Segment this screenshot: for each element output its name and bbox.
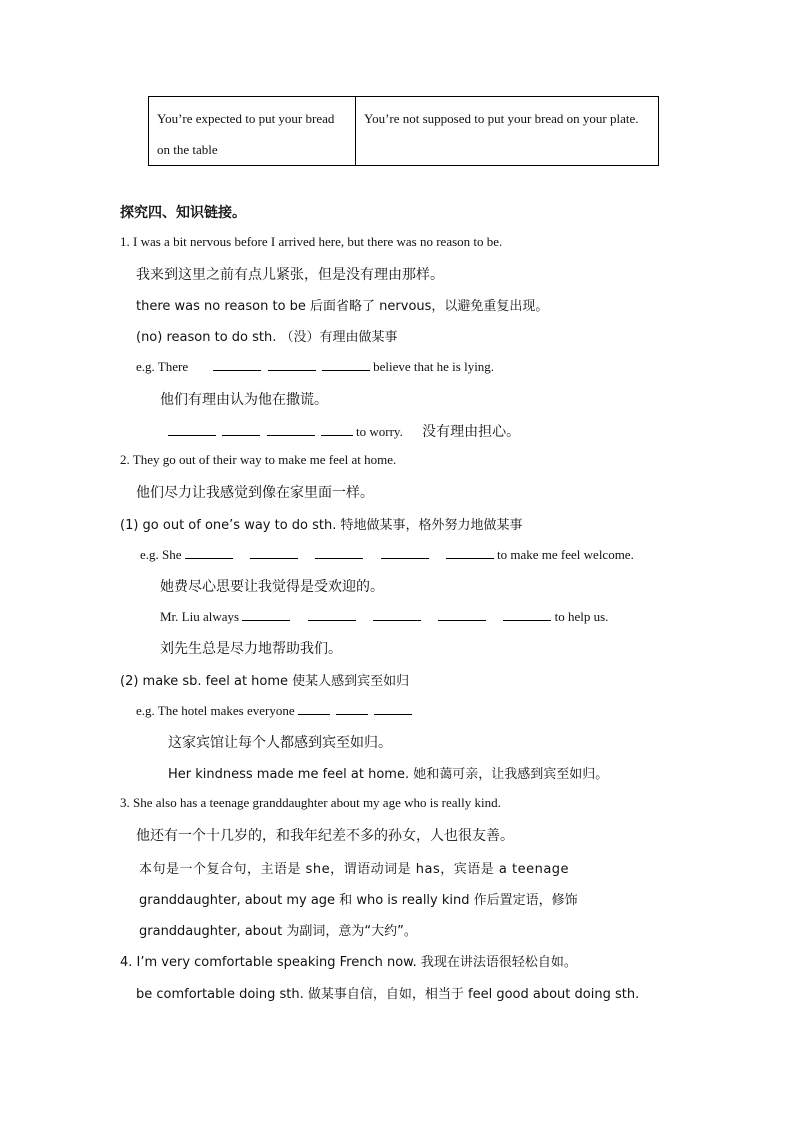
item1-phrase: (no) reason to do sth. （没）有理由做某事: [136, 330, 398, 345]
item2-p2-eg-translation: 这家宾馆让每个人都感到宾至如归。: [168, 735, 392, 751]
item1-note: there was no reason to be 后面省略了 nervous，以避免重复出现。: [136, 299, 549, 314]
item3-analysis-2: granddaughter, about my age 和 who is really kind 作后置定语，修饰: [139, 893, 578, 908]
blank[interactable]: [250, 546, 298, 559]
item2-p1-eg-translation: 她费尽心思要让我觉得是受欢迎的。: [160, 579, 384, 595]
blank[interactable]: [308, 608, 356, 621]
item3-translation: 他还有一个十几岁的，和我年纪差不多的孙女，人也很友善。: [136, 828, 514, 844]
blank[interactable]: [381, 546, 429, 559]
blank[interactable]: [242, 608, 290, 621]
blank[interactable]: [321, 423, 353, 436]
item2-p1-eg2-translation: 刘先生总是尽力地帮助我们。: [160, 641, 342, 657]
blank[interactable]: [374, 702, 412, 715]
item2-p1-eg-suffix: to make me feel welcome.: [497, 547, 634, 562]
item3-sentence: 3. She also has a teenage granddaughter about my age who is really kind.: [120, 795, 501, 810]
item1-eg-translation: 他们有理由认为他在撒谎。: [160, 392, 328, 408]
item2-translation: 他们尽力让我感觉到像在家里面一样。: [136, 485, 374, 501]
blank[interactable]: [298, 702, 330, 715]
item3-analysis-1: 本句是一个复合句，主语是 she，谓语动词是 has，宾语是 a teenage: [139, 862, 570, 877]
blank[interactable]: [503, 608, 551, 621]
item2-p1-example-2: [160, 608, 608, 625]
item1-eg-suffix: believe that he is lying.: [373, 359, 495, 374]
blank[interactable]: [373, 608, 421, 621]
blank[interactable]: [446, 546, 494, 559]
blank[interactable]: [168, 423, 216, 436]
item2-p1-eg2-prefix: Mr. Liu always: [160, 609, 240, 624]
item2-p2-example: [136, 702, 412, 719]
item4-sentence: 4. I’m very comfortable speaking French now. 我现在讲法语很轻松自如。: [120, 955, 577, 970]
item2-phrase-2: (2) make sb. feel at home 使某人感到宾至如归: [120, 674, 410, 689]
item1-translation: 我来到这里之前有点儿紧张，但是没有理由那样。: [136, 267, 444, 283]
item2-p2-eg2: Her kindness made me feel at home. 她和蔼可亲，让我感到宾至如归。: [168, 767, 609, 782]
item4-note: be comfortable doing sth. 做某事自信，自如，相当于 feel good about doing sth.: [136, 987, 640, 1002]
item1-sentence: 1. I was a bit nervous before I arrived here, but there was no reason to be.: [120, 234, 503, 249]
blank[interactable]: [185, 546, 233, 559]
item2-phrase-1: (1) go out of one’s way to do sth. 特地做某事，格外努力地做某事: [120, 518, 523, 533]
section-title: 探究四、知识链接。: [120, 205, 246, 221]
blank[interactable]: [213, 358, 261, 371]
blank[interactable]: [315, 546, 363, 559]
table-cell-left: You’re expected to put your bread on the table: [149, 97, 356, 166]
rules-table: [148, 96, 659, 166]
item1-example: [136, 358, 494, 375]
item3-analysis-3: granddaughter, about 为副词，意为“大约”。: [139, 924, 417, 939]
blank[interactable]: [322, 358, 370, 371]
blank[interactable]: [438, 608, 486, 621]
table-cell-right: You’re not supposed to put your bread on your plate.: [356, 97, 659, 166]
blank[interactable]: [222, 423, 260, 436]
item2-p2-eg-prefix: e.g. The hotel makes everyone: [136, 703, 295, 718]
item2-p1-eg-prefix: e.g. She: [140, 547, 182, 562]
blank[interactable]: [336, 702, 368, 715]
item2-p1-example: [140, 546, 634, 563]
item1-eg2-translation: 没有理由担心。: [422, 424, 521, 440]
item1-eg2-suffix: to worry.: [356, 424, 403, 439]
item2-p1-eg2-suffix: to help us.: [554, 609, 609, 624]
item2-sentence: 2. They go out of their way to make me feel at home.: [120, 452, 397, 467]
item1-eg-prefix: e.g. There: [136, 359, 189, 374]
blank[interactable]: [267, 423, 315, 436]
item1-example-2: [168, 421, 520, 441]
blank[interactable]: [268, 358, 316, 371]
